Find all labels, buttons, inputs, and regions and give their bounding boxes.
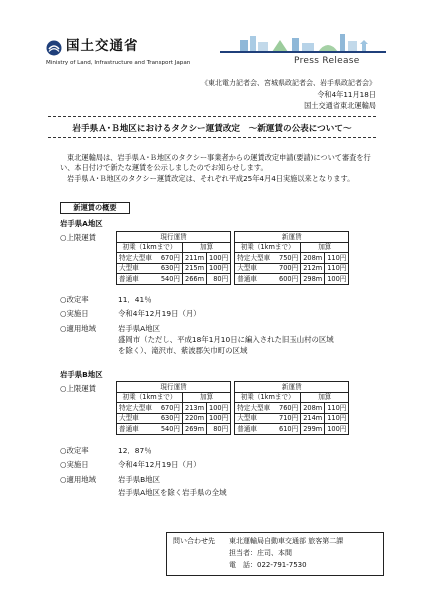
area-a-impl-label: ○実施日 [60,309,89,318]
add-fare: 100円 [207,413,231,424]
area-b-region-line-2: 岩手県A地区を除く岩手県の全域 [118,488,227,497]
add-distance: 299m [301,424,325,435]
ministry-emblem-icon [46,40,62,56]
area-b-heading: 岩手県B地区 [60,370,103,379]
vehicle-type: 特定大型車 [237,403,271,412]
table-row [117,253,349,264]
contact-box [166,532,384,576]
area-b-impl-label: ○実施日 [60,460,89,469]
add-distance: 215m [183,263,207,274]
first-ride-fare: 750円 [279,253,299,262]
issuing-organization: 国土交通省東北運輸局 [304,101,376,110]
area-b-fare-table [116,381,349,435]
table-row [117,403,349,414]
table-row [117,263,349,274]
logo-text-en: Ministry of Land, Infrastructure and Transport Japan [46,60,191,66]
table-row [117,413,349,424]
vehicle-type: 大型車 [119,264,139,273]
vehicle-type: 普通車 [119,274,139,283]
current-fare-header: 現行運賃 [117,382,231,393]
table-row [117,424,349,435]
area-b-rate-value: 12．87％ [118,446,152,455]
ministry-logo [46,36,196,76]
first-ride-header: 初乗（1kmまで） [235,392,301,403]
add-fare: 110円 [325,403,349,414]
add-distance: 269m [183,424,207,435]
area-a-rate-value: 11．41％ [118,295,152,304]
add-distance: 220m [183,413,207,424]
area-a-region-label: ○適用地域 [60,324,97,333]
area-a-rate-label: ○改定率 [60,295,89,304]
add-fare: 100円 [325,274,349,285]
first-ride-fare: 540円 [160,424,180,433]
area-b-impl-value: 令和4年12月19日（月） [118,460,201,469]
intro-paragraph-1: 東北運輸局は、岩手県Ａ･Ｂ地区のタクシー事業者からの運賃改定申請(要請)について審査を行い、本日付けで新たな運賃を公示しましたのでお知らせします。 [60,153,371,173]
first-ride-header: 初乗（1kmまで） [235,242,301,253]
add-fare: 100円 [207,253,231,264]
vehicle-type: 特定大型車 [119,403,152,412]
vehicle-type: 大型車 [119,414,139,423]
release-date: 令和4年11月18日 [317,90,376,99]
first-ride-fare: 710円 [279,414,299,423]
add-distance: 213m [183,403,207,414]
section-title: 新運賃の概要 [60,202,130,214]
add-fare: 100円 [207,403,231,414]
press-release-rule [220,51,386,53]
first-ride-fare: 600円 [279,274,299,283]
vehicle-type: 特定大型車 [237,253,271,262]
area-a-fare-label: ○上限運賃 [60,233,97,242]
vehicle-type: 普通車 [237,274,257,283]
contact-person: 担当者：庄司、本間 [229,549,292,557]
vehicle-type: 特定大型車 [119,253,152,262]
area-b-rate-label: ○改定率 [60,446,89,455]
new-fare-header: 新運賃 [235,232,349,243]
area-b-fare-label: ○上限運賃 [60,384,97,393]
first-ride-fare: 610円 [279,424,299,433]
first-ride-fare: 670円 [160,403,180,412]
first-ride-fare: 760円 [279,403,299,412]
add-distance: 208m [301,253,325,264]
add-distance: 298m [301,274,325,285]
vehicle-type: 普通車 [237,424,257,433]
first-ride-fare: 630円 [160,414,180,423]
area-a-region-line-2: 盛岡市（ただし、平成18年1月10日に編入された旧玉山村の区域 [118,335,334,344]
document-title: 岩手県Ａ･Ｂ地区におけるタクシー運賃改定 ～新運賃の公表について～ [72,124,352,134]
add-fare-header: 加算 [183,392,231,403]
add-distance: 211m [183,253,207,264]
add-distance: 214m [301,413,325,424]
add-fare: 110円 [325,263,349,274]
cityscape-illustration-icon [236,30,376,52]
contact-label: 問い合わせ先 [173,537,215,545]
add-fare: 80円 [207,274,231,285]
area-a-heading: 岩手県A地区 [60,219,103,228]
area-b-region-line-1: 岩手県B地区 [118,475,161,484]
add-distance: 208m [301,403,325,414]
divider [48,137,376,138]
first-ride-header: 初乗（1kmまで） [117,242,183,253]
area-a-region-line-1: 岩手県A地区 [118,324,161,333]
add-fare-header: 加算 [183,242,231,253]
add-fare: 80円 [207,424,231,435]
area-b-region-label: ○適用地域 [60,475,97,484]
addressees: 《東北電力記者会、宮城県政記者会、岩手県政記者会》 [201,79,376,87]
press-release-label: Press Release [294,56,360,66]
add-distance: 266m [183,274,207,285]
add-fare: 110円 [325,253,349,264]
vehicle-type: 大型車 [237,264,257,273]
add-fare: 100円 [207,263,231,274]
vehicle-type: 普通車 [119,424,139,433]
new-fare-header: 新運賃 [235,382,349,393]
first-ride-header: 初乗（1kmまで） [117,392,183,403]
first-ride-fare: 630円 [160,264,180,273]
area-a-region-line-3: を除く）、滝沢市、紫波郡矢巾町の区域 [118,346,248,355]
add-fare-header: 加算 [301,242,349,253]
add-fare: 100円 [325,424,349,435]
intro-paragraph-2: 岩手県Ａ･Ｂ地区のタクシー運賃改定は、それぞれ平成25年4月4日実施以来となります。 [67,174,355,183]
table-row [117,274,349,285]
area-a-impl-value: 令和4年12月19日（月） [118,309,201,318]
first-ride-fare: 670円 [160,253,180,262]
add-fare-header: 加算 [301,392,349,403]
add-fare: 110円 [325,413,349,424]
divider [48,116,376,117]
contact-department: 東北運輸局自動車交通部 旅客第二課 [229,537,344,545]
first-ride-fare: 700円 [279,264,299,273]
logo-text-jp: 国土交通省 [66,38,139,54]
add-distance: 212m [301,263,325,274]
area-a-fare-table [116,231,349,285]
contact-phone: 電 話：022-791-7530 [229,561,307,569]
first-ride-fare: 540円 [160,274,180,283]
current-fare-header: 現行運賃 [117,232,231,243]
vehicle-type: 大型車 [237,414,257,423]
